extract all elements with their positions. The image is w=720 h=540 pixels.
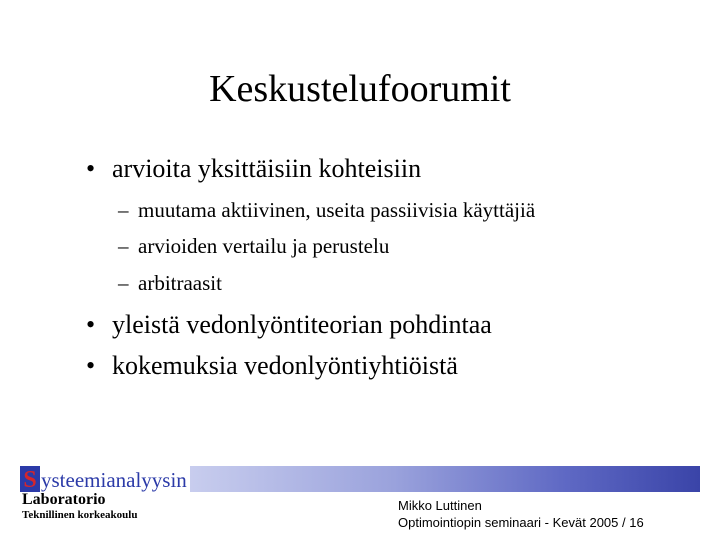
slide-title: Keskustelufoorumit bbox=[209, 68, 511, 110]
bullet-text: arvioita yksittäisiin kohteisiin bbox=[112, 154, 422, 183]
bullet-marker: • bbox=[86, 351, 96, 380]
dash-marker: – bbox=[118, 234, 129, 258]
footer-course: Optimointiopin seminaari - Kevät 2005 / 16 bbox=[398, 515, 644, 530]
dash-marker: – bbox=[118, 271, 129, 295]
bullet-item bbox=[86, 350, 458, 382]
sub-bullet-item bbox=[118, 196, 535, 224]
sub-bullet-text: arbitraasit bbox=[138, 271, 222, 295]
sub-bullet-item bbox=[118, 232, 389, 260]
sub-bullet-item bbox=[118, 269, 222, 297]
logo-university: Teknillinen korkeakoulu bbox=[22, 509, 138, 521]
logo-word: ysteemianalyysin bbox=[40, 466, 190, 492]
sub-bullet-text: muutama aktiivinen, useita passiivisia käyttäjiä bbox=[138, 198, 536, 222]
dash-marker: – bbox=[118, 198, 129, 222]
logo-laboratory: Laboratorio bbox=[22, 491, 106, 508]
bullet-item bbox=[86, 153, 421, 185]
bullet-text: kokemuksia vedonlyöntiyhtiöistä bbox=[112, 351, 458, 380]
logo-initial: S bbox=[20, 466, 40, 492]
bullet-marker: • bbox=[86, 310, 96, 339]
sub-bullet-text: arvioiden vertailu ja perustelu bbox=[138, 234, 390, 258]
bullet-item bbox=[86, 309, 492, 341]
bullet-text: yleistä vedonlyöntiteorian pohdintaa bbox=[112, 310, 492, 339]
footer-author: Mikko Luttinen bbox=[398, 498, 482, 513]
bullet-marker: • bbox=[86, 154, 96, 183]
